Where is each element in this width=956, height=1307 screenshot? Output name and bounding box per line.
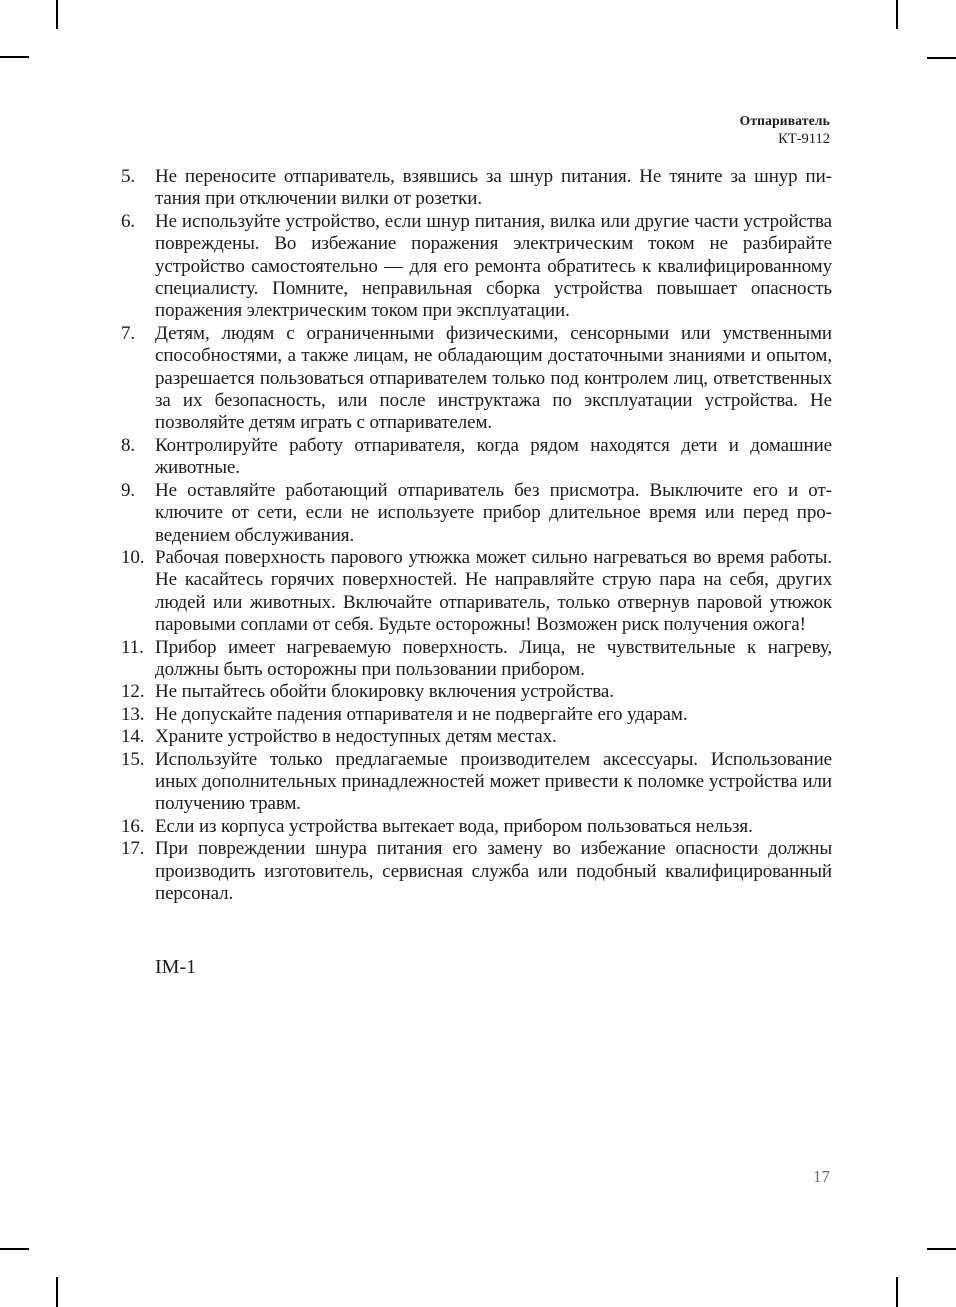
crop-mark-bottom-right-horizontal bbox=[927, 1248, 956, 1250]
item-text: Прибор имеет нагреваемую поверхность. Лица, не чувствительные к нагреву, должны быть осторожны при пользовании прибором. bbox=[155, 636, 832, 680]
list-item bbox=[121, 838, 832, 905]
crop-mark-bottom-left-vertical bbox=[56, 1277, 58, 1307]
item-text: Если из корпуса устройства вытекает вода, прибором пользоваться нельзя. bbox=[155, 815, 753, 837]
item-number: 11. bbox=[121, 636, 144, 658]
list-item bbox=[121, 547, 832, 637]
item-number: 12. bbox=[121, 681, 145, 703]
crop-mark-top-right-vertical bbox=[896, 0, 898, 29]
item-text: Детям, людям с ограниченными физическими, сенсорными или умственными способностями, а также лицам, не обладающим достаточными знаниями и опытом, разрешается пользоваться отпаривателем только под контролем лиц, ответственных за их безопасность, или после инструктажа по эксплуатации устройства. Не позволяйте детям играть с отпаривателем. bbox=[155, 322, 832, 434]
item-text: Рабочая поверхность парового утюжка может сильно нагреваться во время работы. Не касайтесь горячих поверхностей. Не направляйте струю пара на себя, других людей или животных. Включайте отпариватель, только отвернув паровой утюжок паровыми соплами от себя. Будьте осторожны! Возможен риск получения ожога! bbox=[155, 546, 832, 636]
product-name: Отпариватель bbox=[739, 113, 830, 128]
item-text: Используйте только предлагаемые производителем аксессуары. Использование иных дополнительных принадлежностей может привести к поломке устройства или получению травм. bbox=[155, 748, 832, 815]
item-number: 9. bbox=[121, 479, 136, 501]
item-number: 5. bbox=[121, 166, 136, 187]
item-text: Не допускайте падения отпаривателя и не подвергайте его ударам. bbox=[155, 703, 688, 725]
item-number: 15. bbox=[121, 748, 145, 770]
page-number: 17 bbox=[813, 1167, 830, 1186]
model-number: КТ-9112 bbox=[778, 131, 830, 147]
list-item bbox=[121, 704, 832, 726]
item-text: Не используйте устройство, если шнур питания, вилка или другие части устройства повреждены. Во избежание поражения электрическим током не разбирайте устройство самостоятельно — для его ремонта обратитесь к квалифицированному специалисту. Помните, неправильная сборка устройства повышает опасность поражения электрическим током при эксплуатации. bbox=[155, 210, 832, 322]
document-code: IM-1 bbox=[155, 956, 197, 978]
item-number: 16. bbox=[121, 815, 145, 837]
list-item bbox=[121, 435, 832, 480]
item-text: Контролируйте работу отпаривателя, когда рядом находятся дети и домашние животные. bbox=[155, 434, 832, 479]
item-number: 8. bbox=[121, 434, 136, 456]
item-text: При повреждении шнура питания его замену во избежание опасности должны производить изготовитель, сервисная служба или подобный квалифицированный персонал. bbox=[155, 838, 832, 904]
item-number: 10. bbox=[121, 546, 145, 568]
list-item bbox=[121, 480, 832, 547]
list-item bbox=[121, 637, 832, 682]
list-item bbox=[121, 681, 832, 703]
crop-mark-bottom-left-horizontal bbox=[0, 1248, 29, 1250]
item-number: 13. bbox=[121, 703, 145, 725]
crop-mark-top-right-horizontal bbox=[927, 57, 956, 59]
list-item bbox=[121, 816, 832, 838]
item-text: Не оставляйте работающий отпариватель без присмотра. Выключите его и отключите от сети, если не используете прибор длительное время или перед проведением обслуживания. bbox=[155, 479, 832, 546]
list-item bbox=[121, 726, 832, 748]
item-number: 14. bbox=[121, 726, 145, 748]
list-item bbox=[121, 323, 832, 435]
item-text: Не пытайтесь обойти блокировку включения устройства. bbox=[155, 681, 614, 703]
crop-mark-top-left-horizontal bbox=[0, 56, 29, 58]
item-text: Не переносите отпариватель, взявшись за шнур питания. Не тяните за шнур питания при отключении вилки от розетки. bbox=[155, 166, 832, 210]
item-text: Храните устройство в недоступных детям местах. bbox=[155, 726, 557, 748]
document-header bbox=[740, 112, 830, 148]
item-number: 17. bbox=[121, 838, 145, 860]
list-item bbox=[121, 749, 832, 816]
list-item bbox=[121, 211, 832, 323]
safety-list bbox=[121, 166, 832, 905]
crop-mark-bottom-right-vertical bbox=[896, 1277, 898, 1307]
item-number: 6. bbox=[121, 210, 136, 232]
item-number: 7. bbox=[121, 322, 136, 344]
list-item bbox=[121, 166, 832, 211]
crop-mark-top-left-vertical bbox=[56, 0, 58, 29]
